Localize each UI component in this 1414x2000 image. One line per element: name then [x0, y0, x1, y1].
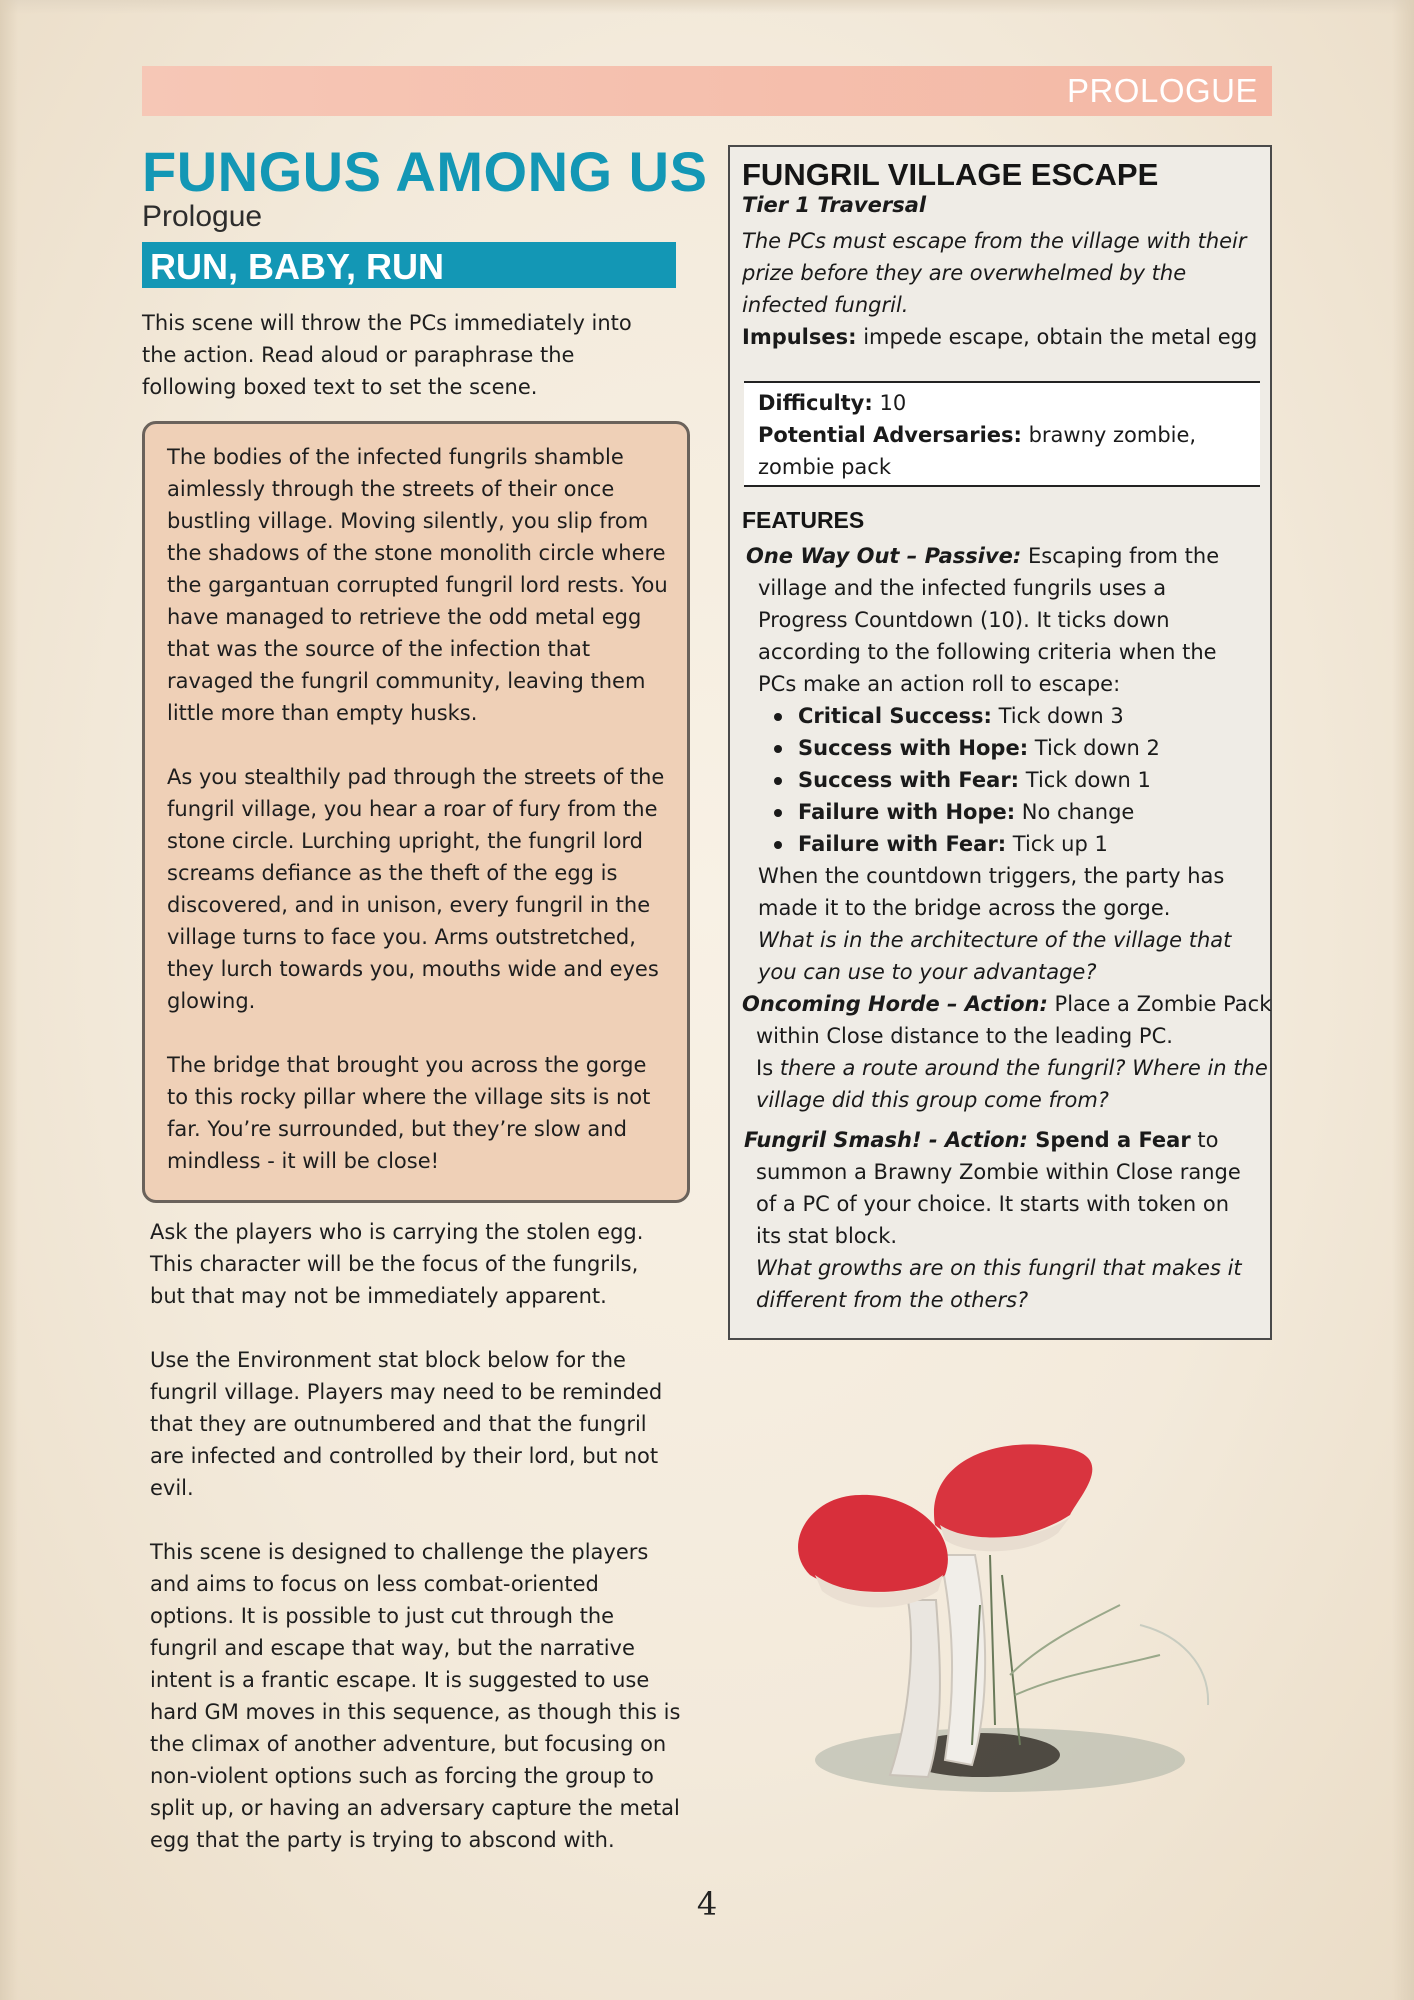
feature-question: What growths are on this fungril that makes it [756, 1256, 1242, 1280]
outcome-label: Failure with Fear: [798, 832, 1007, 856]
feature-question [756, 1052, 1268, 1084]
boxed-line: The bodies of the infected fungrils shamble [167, 445, 624, 469]
outcome-item [798, 732, 1160, 764]
features-heading: FEATURES [742, 507, 865, 533]
feature-question: What is in the architecture of the village that [758, 928, 1232, 952]
feature-text: When the countdown triggers, the party has [758, 864, 1225, 888]
outcome-item [798, 700, 1124, 732]
impulses-value: impede escape, obtain the metal egg [856, 325, 1258, 349]
bullet-dot [774, 777, 782, 785]
body-line: intent is a frantic escape. It is suggested to use [150, 1668, 650, 1692]
outcome-text: Tick up 1 [1006, 832, 1108, 856]
boxed-line: fungril village, you hear a roar of fury from the [167, 797, 658, 821]
body-line: non-violent options such as forcing the group to [150, 1764, 654, 1788]
impulses-line [742, 321, 1262, 353]
boxed-line: discovered, and in unison, every fungril in the [167, 893, 651, 917]
feature-question-text: there a route around the fungril? Where in the [773, 1056, 1268, 1080]
body-line: options. It is possible to just cut through the [150, 1604, 615, 1628]
adventure-title: FUNGUS AMONG US [142, 140, 708, 203]
outcome-label: Critical Success: [798, 704, 992, 728]
impulses-label: Impulses: [742, 325, 857, 349]
outcome-text: Tick down 1 [1019, 768, 1151, 792]
boxed-line: the shadows of the stone monolith circle where [167, 541, 666, 565]
body-line: evil. [150, 1476, 194, 1500]
bullet-dot [774, 841, 782, 849]
stat-block-description: The PCs must escape from the village with their [742, 229, 1247, 253]
feature-text: summon a Brawny Zombie within Close range [756, 1160, 1241, 1184]
page-number: 4 [696, 1885, 718, 1923]
body-line: that they are outnumbered and that the fungril [150, 1412, 647, 1436]
stat-block-title: FUNGRIL VILLAGE ESCAPE [742, 157, 1159, 192]
outcome-text: No change [1015, 800, 1135, 824]
body-line: fungril village. Players may need to be reminded [150, 1380, 663, 1404]
boxed-line: The bridge that brought you across the gorge [167, 1053, 647, 1077]
feature-text: village and the infected fungrils uses a [758, 576, 1167, 600]
body-line: but that may not be immediately apparent. [150, 1284, 607, 1308]
paper-edge-right [1392, 0, 1414, 2000]
environment-stat-block [728, 145, 1272, 1340]
outcome-item [798, 828, 1108, 860]
outcome-text: Tick down 3 [991, 704, 1124, 728]
body-line: fungril and escape that way, but the narrative [150, 1636, 635, 1660]
stat-block-description: prize before they are overwhelmed by the [742, 261, 1187, 285]
outcome-item [798, 796, 1134, 828]
body-line: hard GM moves in this sequence, as though this is [150, 1700, 681, 1724]
boxed-line: far. You’re surrounded, but they’re slow and [167, 1117, 627, 1141]
adversaries-value: brawny zombie, [1021, 423, 1197, 447]
difficulty-value: 10 [872, 391, 907, 415]
feature-fungril-smash [744, 1124, 1218, 1156]
boxed-line: mindless - it will be close! [167, 1149, 440, 1173]
paper-edge-left [0, 0, 18, 2000]
read-aloud-box [142, 421, 690, 1203]
boxed-line: to this rocky pillar where the village sits is not [167, 1085, 651, 1109]
adversaries-label: Potential Adversaries: [758, 423, 1022, 447]
paper-edge-top [0, 0, 1414, 14]
feature-name: Fungril Smash! - Action: [744, 1128, 1028, 1152]
feature-oncoming-horde [742, 988, 1271, 1020]
stat-block-tier: Tier 1 Traversal [742, 193, 927, 217]
feature-cost: Spend a Fear [1027, 1128, 1191, 1152]
boxed-line: they lurch towards you, mouths wide and eyes [167, 957, 659, 981]
scene-heading-bar [142, 242, 676, 288]
section-banner-label: PROLOGUE [1066, 72, 1258, 109]
boxed-line: the gargantuan corrupted fungril lord rests. You [167, 573, 668, 597]
difficulty-line [758, 387, 1248, 419]
boxed-line: bustling village. Moving silently, you slip from [167, 509, 649, 533]
intro-line: the action. Read aloud or paraphrase the [142, 343, 575, 367]
body-line: split up, or having an adversary capture the metal [150, 1796, 680, 1820]
adventure-subtitle: Prologue [142, 200, 263, 233]
feature-question: different from the others? [756, 1288, 1029, 1312]
boxed-line: glowing. [167, 989, 256, 1013]
body-line: are infected and controlled by their lord, but not [150, 1444, 659, 1468]
feature-name: Oncoming Horde – Action: [742, 992, 1048, 1016]
feature-question: you can use to your advantage? [758, 960, 1097, 984]
difficulty-panel [744, 381, 1260, 487]
feature-text: Place a Zombie Pack [1047, 992, 1272, 1016]
body-line: the climax of another adventure, but focusing on [150, 1732, 667, 1756]
feature-text: Escaping from the [1021, 544, 1220, 568]
adversaries-line-2: zombie pack [758, 455, 891, 479]
scene-heading: RUN, BABY, RUN [150, 246, 445, 287]
outcome-text: Tick down 2 [1028, 736, 1160, 760]
bullet-dot [774, 745, 782, 753]
body-line: Ask the players who is carrying the stolen egg. [150, 1220, 644, 1244]
outcome-item [798, 764, 1151, 796]
section-banner [142, 66, 1272, 116]
body-line: This character will be the focus of the fungrils, [150, 1252, 639, 1276]
body-line: This scene is designed to challenge the players [150, 1540, 649, 1564]
feature-text: to [1190, 1128, 1219, 1152]
boxed-line: have managed to retrieve the odd metal egg [167, 605, 642, 629]
feature-question: village did this group come from? [756, 1088, 1109, 1112]
boxed-line: screams defiance as the theft of the egg is [167, 861, 618, 885]
feature-text: Progress Countdown (10). It ticks down [758, 608, 1170, 632]
feature-text: its stat block. [756, 1224, 898, 1248]
adversaries-line [758, 419, 1248, 451]
boxed-line: little more than empty husks. [167, 701, 478, 725]
feature-question-prefix: Is [756, 1056, 774, 1080]
feature-text: within Close distance to the leading PC. [756, 1024, 1173, 1048]
body-line: Use the Environment stat block below for the [150, 1348, 626, 1372]
bullet-dot [774, 713, 782, 721]
feature-one-way-out [746, 540, 1219, 572]
feature-text: according to the following criteria when the [758, 640, 1217, 664]
intro-line: This scene will throw the PCs immediately into [142, 311, 632, 335]
boxed-line: As you stealthily pad through the streets of the [167, 765, 665, 789]
boxed-line: stone circle. Lurching upright, the fungril lord [167, 829, 644, 853]
intro-line: following boxed text to set the scene. [142, 375, 538, 399]
boxed-line: village turns to face you. Arms outstretched, [167, 925, 636, 949]
outcome-label: Success with Hope: [798, 736, 1029, 760]
boxed-line: aimlessly through the streets of their once [167, 477, 615, 501]
outcome-label: Failure with Hope: [798, 800, 1016, 824]
feature-text: of a PC of your choice. It starts with token on [756, 1192, 1230, 1216]
outcome-label: Success with Fear: [798, 768, 1020, 792]
boxed-line: that was the source of the infection that [167, 637, 591, 661]
body-line: and aims to focus on less combat-oriented [150, 1572, 599, 1596]
mushroom-illustration [740, 1425, 1240, 1865]
feature-name: One Way Out – Passive: [746, 544, 1022, 568]
feature-text: PCs make an action roll to escape: [758, 672, 1121, 696]
feature-text: made it to the bridge across the gorge. [758, 896, 1171, 920]
difficulty-label: Difficulty: [758, 391, 873, 415]
body-line: egg that the party is trying to abscond with. [150, 1828, 615, 1852]
bullet-dot [774, 809, 782, 817]
stat-block-description: infected fungril. [742, 293, 909, 317]
boxed-line: ravaged the fungril community, leaving them [167, 669, 646, 693]
